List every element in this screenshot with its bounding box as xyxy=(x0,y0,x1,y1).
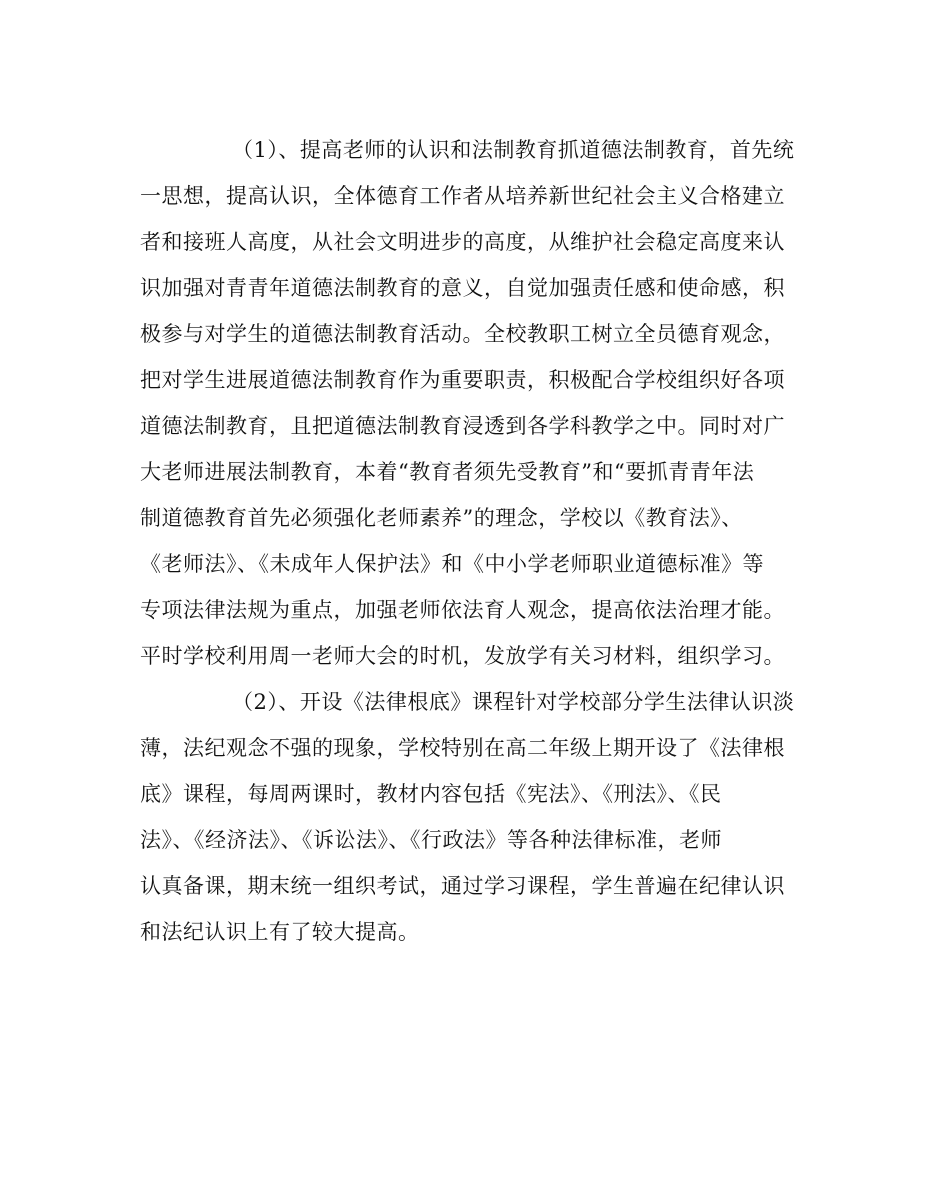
paragraph-2-line-2: 薄，法纪观念不强的现象，学校特别在高二年级上期开设了《法律根 xyxy=(140,736,785,760)
paragraph-1-line-7: 道德法制教育，且把道德法制教育浸透到各学科教学之中。同时对广 xyxy=(140,414,785,438)
paragraph-1-line-9: 制道德教育首先必须强化老师素养”的理念，学校以《教育法》、 xyxy=(140,506,743,530)
paragraph-1-line-10: 《老师法》、《未成年人保护法》和《中小学老师职业道德标准》等 xyxy=(140,552,764,576)
paragraph-1-line-1: （1）、提高老师的认识和法制教育抓道德法制教育，首先统 xyxy=(232,138,795,162)
paragraph-1-line-4: 识加强对青青年道德法制教育的意义，自觉加强责任感和使命感，积 xyxy=(140,276,785,300)
paragraph-2-line-5: 认真备课，期末统一组织考试，通过学习课程，学生普遍在纪律认识 xyxy=(140,874,785,898)
paragraph-1-line-5: 极参与对学生的道德法制教育活动。全校教职工树立全员德育观念， xyxy=(140,322,785,346)
paragraph-1-line-11: 专项法律法规为重点，加强老师依法育人观念，提高依法治理才能。 xyxy=(140,598,785,622)
paragraph-2-line-1: （2）、开设《法律根底》课程针对学校部分学生法律认识淡 xyxy=(232,690,795,714)
paragraph-1-line-3: 者和接班人高度，从社会文明进步的高度，从维护社会稳定高度来认 xyxy=(140,230,785,254)
paragraph-1-line-12: 平时学校利用周一老师大会的时机，发放学有关习材料，组织学习。 xyxy=(140,644,785,668)
paragraph-1-line-2: 一思想，提高认识，全体德育工作者从培养新世纪社会主义合格建立 xyxy=(140,184,785,208)
paragraph-2-line-4: 法》、《经济法》、《诉讼法》、《行政法》等各种法律标准，老师 xyxy=(140,828,722,852)
paragraph-1-line-8: 大老师进展法制教育，本着“教育者须先受教育”和“要抓青青年法 xyxy=(140,460,755,484)
paragraph-2-line-6: 和法纪认识上有了较大提高。 xyxy=(140,920,420,944)
paragraph-1-line-6: 把对学生进展道德法制教育作为重要职责，积极配合学校组织好各项 xyxy=(140,368,785,392)
paragraph-2-line-3: 底》课程，每周两课时，教材内容包括《宪法》、《刑法》、《民 xyxy=(140,782,722,806)
